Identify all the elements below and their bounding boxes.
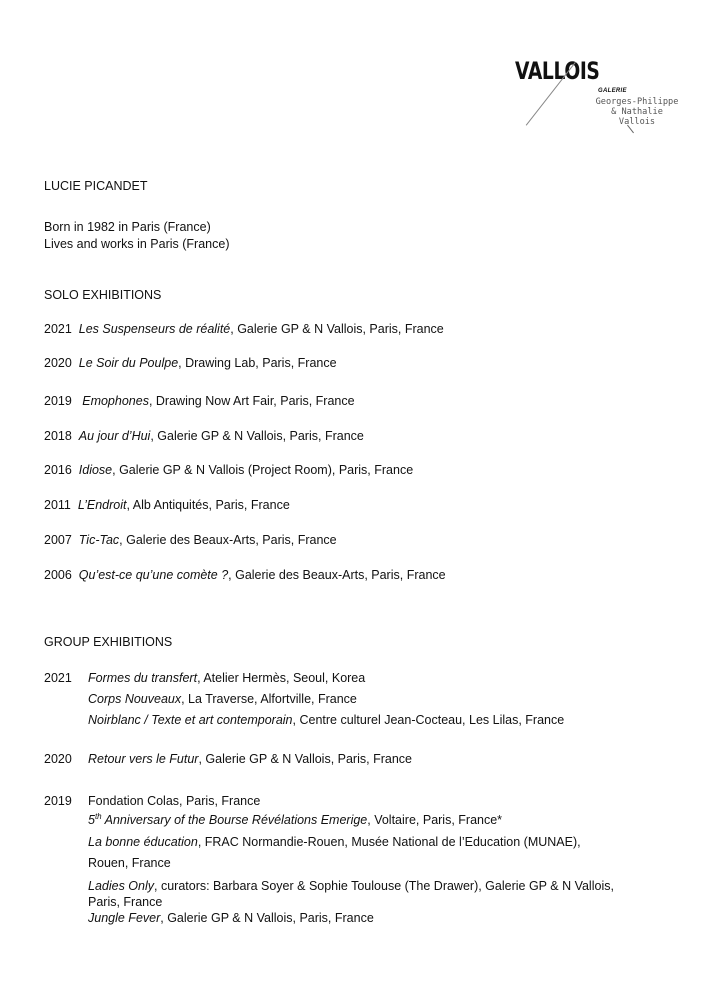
solo-year: 2011 bbox=[44, 498, 71, 512]
solo-rest: , Galerie GP & N Vallois (Project Room), Paris, France bbox=[112, 463, 414, 477]
artist-name: LUCIE PICANDET bbox=[44, 179, 148, 193]
group-heading: GROUP EXHIBITIONS bbox=[44, 635, 173, 649]
logo-galerie-label: GALERIE bbox=[598, 88, 627, 94]
solo-year: 2020 bbox=[44, 356, 72, 370]
solo-year: 2021 bbox=[44, 322, 72, 336]
solo-item bbox=[44, 567, 446, 584]
logo-line-2: & Nathalie bbox=[611, 107, 663, 117]
solo-item bbox=[44, 393, 355, 410]
logo-line-3: Vallois bbox=[618, 117, 656, 127]
group-item: Ladies Only, curators: Barbara Soyer & Sophie Toulouse (The Drawer), Galerie GP & N Vallois, bbox=[88, 879, 614, 893]
group-item: Formes du transfert, Atelier Hermès, Seoul, Korea bbox=[88, 671, 366, 685]
group-item: Jungle Fever, Galerie GP & N Vallois, Paris, France bbox=[88, 911, 374, 925]
group-item-continued: Paris, France bbox=[88, 895, 163, 909]
artist-born: Born in 1982 in Paris (France) bbox=[44, 220, 211, 234]
solo-rest: , Alb Antiquités, Paris, France bbox=[126, 498, 290, 512]
solo-rest: , Galerie des Beaux-Arts, Paris, France bbox=[228, 568, 446, 582]
solo-year: 2019 bbox=[44, 394, 72, 408]
solo-title: Qu’est-ce qu’une comète ? bbox=[78, 568, 229, 582]
solo-rest: , Drawing Lab, Paris, France bbox=[178, 356, 337, 370]
solo-item bbox=[44, 321, 444, 338]
solo-year: 2016 bbox=[44, 463, 72, 477]
group-year: 2021 bbox=[44, 671, 72, 685]
solo-year: 2018 bbox=[44, 429, 72, 443]
solo-heading: SOLO EXHIBITIONS bbox=[44, 288, 162, 302]
solo-year: 2006 bbox=[44, 568, 72, 582]
solo-item bbox=[44, 497, 290, 514]
group-item: Fondation Colas, Paris, France bbox=[88, 794, 261, 808]
group-item: Noirblanc / Texte et art contemporain, Centre culturel Jean-Cocteau, Les Lilas, France bbox=[88, 713, 565, 727]
solo-year: 2007 bbox=[44, 533, 72, 547]
group-item: Corps Nouveaux, La Traverse, Alfortville, France bbox=[88, 692, 357, 706]
group-item-continued: Rouen, France bbox=[88, 856, 171, 870]
solo-title: Idiose bbox=[78, 463, 113, 477]
solo-item bbox=[44, 355, 337, 372]
artist-lives: Lives and works in Paris (France) bbox=[44, 237, 230, 251]
solo-title: L’Endroit bbox=[77, 498, 127, 512]
group-item: 5th Anniversary of the Bourse Révélations Emerige, Voltaire, Paris, France* bbox=[88, 811, 503, 827]
solo-rest: , Drawing Now Art Fair, Paris, France bbox=[148, 394, 355, 408]
solo-title: Les Suspenseurs de réalité bbox=[78, 322, 231, 336]
solo-title: Au jour d’Hui bbox=[78, 429, 151, 443]
group-year: 2019 bbox=[44, 794, 72, 808]
solo-title: Tic-Tac bbox=[78, 533, 120, 547]
group-item: La bonne éducation, FRAC Normandie-Rouen, Musée National de l’Education (MUNAE), bbox=[88, 835, 581, 849]
solo-rest: , Galerie GP & N Vallois, Paris, France bbox=[150, 429, 364, 443]
solo-title: Emophones bbox=[82, 394, 149, 408]
solo-rest: , Galerie des Beaux-Arts, Paris, France bbox=[119, 533, 337, 547]
group-item: Retour vers le Futur, Galerie GP & N Vallois, Paris, France bbox=[88, 752, 412, 766]
solo-item bbox=[44, 462, 413, 479]
gallery-logo: VALLOIS bbox=[515, 57, 600, 85]
solo-rest: , Galerie GP & N Vallois, Paris, France bbox=[230, 322, 444, 336]
solo-item bbox=[44, 428, 364, 445]
logo-line-1: Georges-Philippe bbox=[595, 97, 679, 107]
solo-item bbox=[44, 532, 337, 549]
solo-title: Le Soir du Poulpe bbox=[78, 356, 179, 370]
group-year: 2020 bbox=[44, 752, 72, 766]
